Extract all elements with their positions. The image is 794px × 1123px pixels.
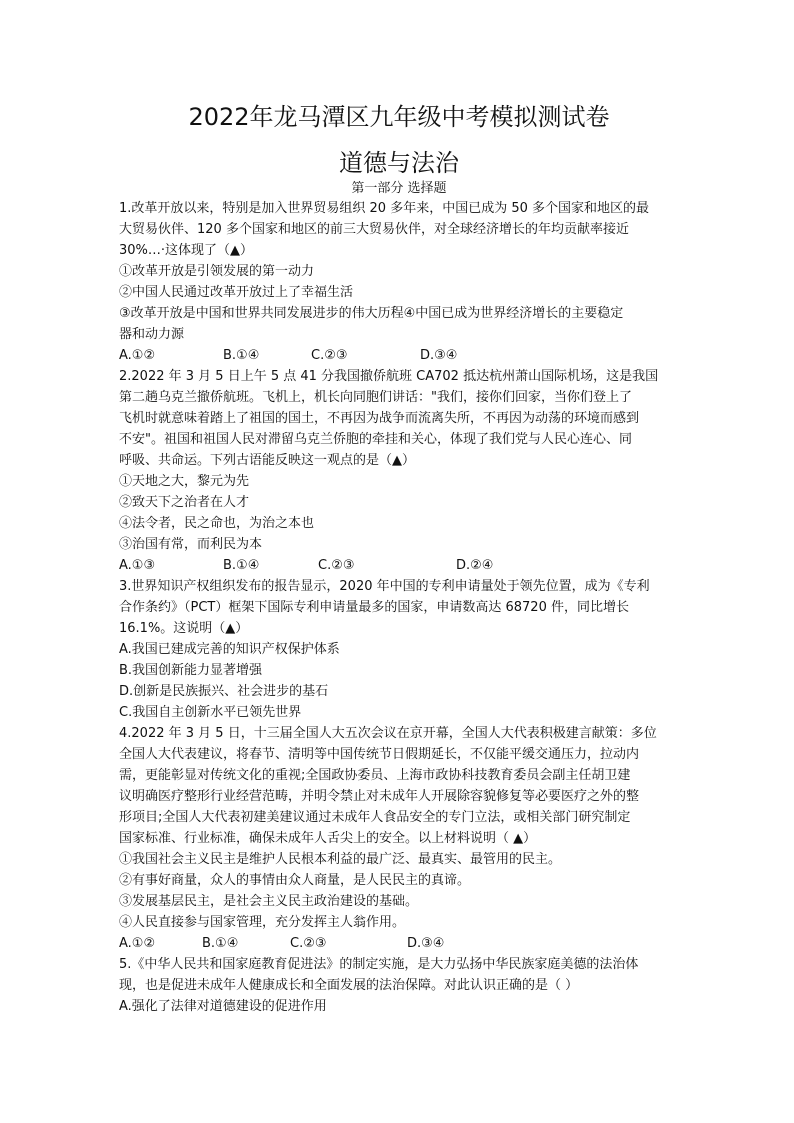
question-stem-line: 第二趟乌克兰撤侨航班。飞机上，机长向同胞们讲话："我们，接你们回家，当你们登上了 (119, 390, 632, 405)
question-stem-line: 形项目;全国人大代表初建美建议通过未成年人食品安全的专门立法，或相关部门研究制定 (119, 810, 631, 825)
statement-line: ②中国人民通过改革开放过上了幸福生活 (119, 285, 354, 300)
question-stem-line: 全国人大代表建议，将春节、清明等中国传统节日假期延长，不仅能平缓交通压力，拉动内 (119, 747, 640, 762)
answer-options (119, 555, 679, 576)
statement-line: ②致天下之治者在人才 (119, 495, 250, 510)
option-line: C.我国自主创新水平已领先世界 (119, 705, 302, 720)
question-stem-line: 国家标准、行业标准，确保未成年人舌尖上的安全。以上材料说明（ ▲） (119, 831, 537, 846)
option-line: D.创新是民族振兴、社会进步的基石 (119, 684, 329, 699)
question-stem-line: 3.世界知识产权组织发布的报告显示，2020 年中国的专利申请量处于领先位置，成为《专利 (119, 579, 650, 594)
question-stem-line: 大贸易伙伴、120 多个国家和地区的前三大贸易伙伴，对全球经济增长的年均贡献率接近 (119, 222, 629, 237)
question-stem-line: 呼吸、共命运。下列古语能反映这一观点的是（▲） (119, 453, 415, 468)
statement-line: ④人民直接参与国家管理，充分发挥主人翁作用。 (119, 915, 406, 930)
option-a: A.①② (119, 348, 156, 363)
statement-line: ①改革开放是引领发展的第一动力 (119, 264, 315, 279)
question-stem-line: 飞机时就意味着踏上了祖国的国土，不再因为战争而流离失所，不再因为动荡的环境而感到 (119, 411, 640, 426)
option-d: D.③④ (420, 348, 458, 363)
option-a: A.①③ (119, 558, 156, 573)
question-3 (119, 576, 679, 723)
question-stem-line: 30%…·这体现了（▲） (119, 243, 254, 258)
option-c: C.②③ (311, 348, 348, 363)
statement-line: ③治国有常，而利民为本 (119, 537, 263, 552)
option-d: D.③④ (407, 936, 445, 951)
statement-line: ③发展基层民主，是社会主义民主政治建设的基础。 (119, 894, 419, 909)
option-b: B.①④ (202, 936, 239, 951)
question-stem-line: 需，更能彰显对传统文化的重视;全国政协委员、上海市政协科技教育委员会副主任胡卫建 (119, 768, 631, 783)
question-1 (119, 198, 679, 366)
statement-line: ②有事好商量，众人的事情由众人商量，是人民民主的真谛。 (119, 873, 471, 888)
question-stem-line: 合作条约》（PCT）框架下国际专利申请量最多的国家，申请数高达 68720 件，同比增长 (119, 600, 629, 615)
part-heading: 第一部分 选择题 (351, 181, 447, 196)
question-stem-line: 不安"。祖国和祖国人民对滞留乌克兰侨胞的牵挂和关心，体现了我们党与人民心连心、同 (119, 432, 632, 447)
subject-title: 道德与法治 (339, 149, 459, 177)
question-stem-line: 16.1%。这说明（▲） (119, 621, 249, 636)
question-5 (119, 954, 679, 1017)
statement-line: ①天地之大，黎元为先 (119, 474, 250, 489)
question-stem-line: 1.改革开放以来，特别是加入世界贸易组织 20 多年来，中国已成为 50 多个国家和地区的最 (119, 201, 650, 216)
statement-line: ①我国社会主义民主是维护人民根本利益的最广泛、最真实、最管用的民主。 (119, 852, 562, 867)
option-line: A.强化了法律对道德建设的促进作用 (119, 999, 327, 1014)
option-line: B.我国创新能力显著增强 (119, 663, 263, 678)
answer-options (119, 933, 679, 954)
question-4 (119, 723, 679, 954)
answer-options (119, 345, 679, 366)
option-d: D.②④ (456, 558, 494, 573)
exam-page (119, 100, 679, 1017)
exam-title: 2022年龙马潭区九年级中考模拟测试卷 (188, 103, 610, 131)
option-b: B.①④ (223, 558, 260, 573)
question-2 (119, 366, 679, 576)
option-c: C.②③ (318, 558, 355, 573)
statement-line: 器和动力源 (119, 327, 185, 342)
statement-line: ④法令者，民之命也，为治之本也 (119, 516, 315, 531)
statement-line: ③改革开放是中国和世界共同发展进步的伟大历程④中国已成为世界经济增长的主要稳定 (119, 306, 624, 321)
question-stem-line: 5.《中华人民共和国家庭教育促进法》的制定实施，是大力弘扬中华民族家庭美德的法治体 (119, 957, 639, 972)
question-stem-line: 4.2022 年 3 月 5 日，十三届全国人大五次会议在京开幕，全国人大代表积极建言献策：多位 (119, 726, 657, 741)
question-stem-line: 议明确医疗整形行业经营范畴，并明令禁止对未成年人开展除容貌修复等必要医疗之外的整 (119, 789, 640, 804)
option-b: B.①④ (223, 348, 260, 363)
question-stem-line: 现，也是促进未成年人健康成长和全面发展的法治保障。对此认识正确的是（ ） (119, 978, 579, 993)
option-a: A.①② (119, 936, 156, 951)
option-line: A.我国已建成完善的知识产权保护体系 (119, 642, 340, 657)
option-c: C.②③ (290, 936, 327, 951)
question-stem-line: 2.2022 年 3 月 5 日上午 5 点 41 分我国撤侨航班 CA702 抵达杭州萧山国际机场，这是我国 (119, 369, 659, 384)
